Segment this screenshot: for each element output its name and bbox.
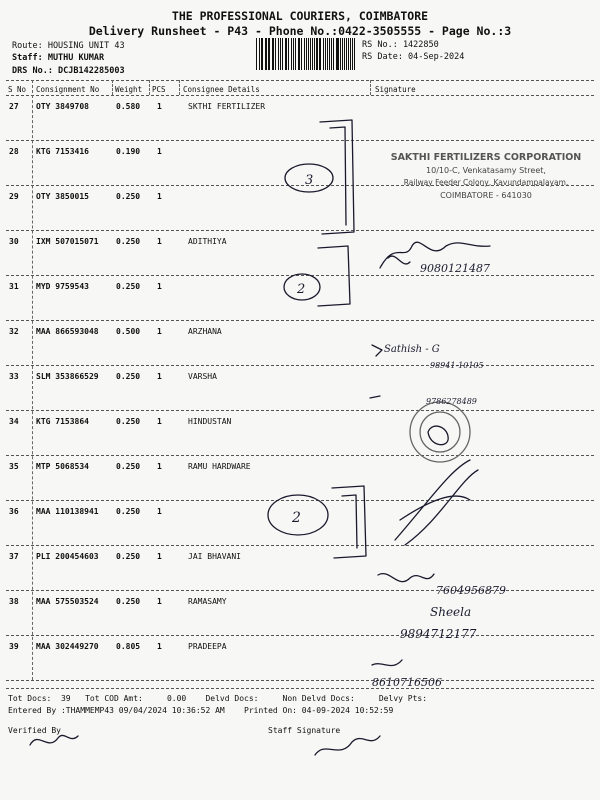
barcode-bar xyxy=(319,38,320,70)
barcode-bar xyxy=(280,38,282,70)
table-row xyxy=(0,231,600,276)
col-header-signature: Signature xyxy=(375,85,416,94)
barcode-bar xyxy=(285,38,286,70)
cell-consignee: SKTHI FERTILIZER xyxy=(188,102,266,111)
barcode-bar xyxy=(268,38,269,70)
barcode-bar xyxy=(352,38,353,70)
circle-count-36: 2 xyxy=(292,510,301,526)
table-row xyxy=(0,276,600,321)
barcode-bar xyxy=(327,38,328,70)
cell-sno: 33 xyxy=(9,372,19,381)
barcode-bar xyxy=(293,38,294,70)
barcode-bar xyxy=(275,38,276,70)
cell-weight: 0.250 xyxy=(116,282,141,291)
cell-consignment: MAA 110138941 xyxy=(36,507,99,516)
cell-pcs: 1 xyxy=(157,102,162,111)
cell-weight: 0.250 xyxy=(116,507,141,516)
cell-consignment: KTG 7153864 xyxy=(36,417,89,426)
barcode-bar xyxy=(273,38,274,70)
name-note-32: Sathish - G xyxy=(384,344,440,355)
barcode-bar xyxy=(348,38,349,70)
col-divider xyxy=(179,80,180,95)
cell-pcs: 1 xyxy=(157,597,162,606)
cell-sno: 38 xyxy=(9,597,19,606)
barcode-bar xyxy=(344,38,345,70)
barcode-bar xyxy=(340,38,341,70)
cell-pcs: 1 xyxy=(157,642,162,651)
staff-label: Staff: MUTHU KUMAR xyxy=(12,53,105,63)
cell-pcs: 1 xyxy=(157,507,162,516)
cell-sno: 30 xyxy=(9,237,19,246)
cell-consignee: HINDUSTAN xyxy=(188,417,232,426)
cell-sno: 28 xyxy=(9,147,19,156)
cell-consignee: RAMU HARDWARE xyxy=(188,462,251,471)
signature-scribble xyxy=(315,736,380,755)
table-row xyxy=(0,366,600,411)
barcode-bar xyxy=(298,38,299,70)
phone-note-39: 8610716506 xyxy=(372,676,442,689)
barcode-bar xyxy=(301,38,303,70)
cell-consignment: MAA 575503524 xyxy=(36,597,99,606)
barcode-bar xyxy=(346,38,347,70)
company-title: THE PROFESSIONAL COURIERS, COIMBATORE xyxy=(171,9,429,23)
col-header-sno: S No xyxy=(8,85,27,94)
barcode-bar xyxy=(329,38,330,70)
barcode-bar xyxy=(316,38,318,70)
cell-sno: 31 xyxy=(9,282,19,291)
barcode-bar xyxy=(336,38,337,70)
row-rule xyxy=(6,680,594,681)
cell-sno: 27 xyxy=(9,102,19,111)
table-row xyxy=(0,591,600,636)
cell-consignee: ADITHIYA xyxy=(188,237,227,246)
col-header-pcs: PCS xyxy=(152,85,166,94)
cell-pcs: 1 xyxy=(157,237,162,246)
cell-weight: 0.580 xyxy=(116,102,141,111)
table-row xyxy=(0,636,600,681)
cell-weight: 0.250 xyxy=(116,462,141,471)
cell-weight: 0.500 xyxy=(116,327,141,336)
cell-weight: 0.250 xyxy=(116,597,141,606)
barcode-bar xyxy=(265,38,267,70)
cell-consignee: RAMASAMY xyxy=(188,597,227,606)
col-divider xyxy=(112,80,113,95)
cell-consignment: OTY 3850015 xyxy=(36,192,89,201)
stamp-line2: 10/10-C, Venkatasamy Street, xyxy=(426,166,546,175)
rs-date: RS Date: 04-Sep-2024 xyxy=(362,52,465,62)
cell-sno: 39 xyxy=(9,642,19,651)
col-divider xyxy=(149,80,150,95)
barcode-bar xyxy=(269,38,270,70)
phone-note-33: 9786278489 xyxy=(426,397,477,406)
circle-count-31: 2 xyxy=(297,282,306,297)
barcode-bar xyxy=(278,38,279,70)
barcode-bar xyxy=(312,38,313,70)
drs-number: DRS No.: DCJB142285003 xyxy=(12,66,125,76)
cell-consignee: ARZHANA xyxy=(188,327,222,336)
cell-pcs: 1 xyxy=(157,327,162,336)
col-header-consignment: Consignment No xyxy=(36,85,100,94)
phone-note-37: 7604956879 xyxy=(436,584,506,597)
name-note-38: Sheela xyxy=(430,605,472,619)
barcode-bar xyxy=(304,38,305,70)
barcode-bar xyxy=(299,38,300,70)
barcode-bar xyxy=(262,38,263,70)
cell-consignee: PRADEEPA xyxy=(188,642,227,651)
barcode-bar xyxy=(331,38,332,70)
table-row xyxy=(0,501,600,546)
phone-note-38: 9894712177 xyxy=(400,627,477,641)
cell-pcs: 1 xyxy=(157,417,162,426)
cell-pcs: 1 xyxy=(157,147,162,156)
cell-pcs: 1 xyxy=(157,462,162,471)
phone-note-30: 9080121487 xyxy=(420,262,490,275)
stamp-line3: Railway Feeder Colony, Kavundampalayam, xyxy=(403,178,569,187)
cell-weight: 0.805 xyxy=(116,642,141,651)
barcode-bar xyxy=(256,38,257,70)
footer-totals: Tot Docs: 39 Tot COD Amt: 0.00 Delvd Docs: Non Delvd Docs: Delvy Pts: xyxy=(8,694,428,703)
cell-weight: 0.250 xyxy=(116,192,141,201)
barcode-bar xyxy=(342,38,343,70)
cell-sno: 32 xyxy=(9,327,19,336)
table-top-rule xyxy=(6,80,594,81)
barcode-bar xyxy=(291,38,292,70)
table-row xyxy=(0,96,600,141)
barcode-bar xyxy=(333,38,334,70)
barcode-bar xyxy=(306,38,307,70)
cell-weight: 0.250 xyxy=(116,417,141,426)
footer-entered: Entered By :THAMMEMP43 09/04/2024 10:36:52 AM Printed On: 04-09-2024 10:52:59 xyxy=(8,706,394,715)
circle-count-28: 3 xyxy=(305,173,314,188)
staff-signature-label: Staff Signature xyxy=(268,726,341,735)
cell-consignment: MAA 866593048 xyxy=(36,327,99,336)
barcode-bar xyxy=(308,38,309,70)
barcode-bar xyxy=(259,38,260,70)
cell-consignment: MYD 9759543 xyxy=(36,282,89,291)
cell-consignment: PLI 200454603 xyxy=(36,552,99,561)
route-label: Route: HOUSING UNIT 43 xyxy=(12,41,125,51)
cell-weight: 0.250 xyxy=(116,372,141,381)
col-header-weight: Weight xyxy=(115,85,143,94)
barcode-bar xyxy=(314,38,315,70)
stamp-line4: COIMBATORE - 641030 xyxy=(440,191,532,200)
barcode xyxy=(256,38,356,70)
table-row xyxy=(0,456,600,501)
cell-consignment: SLM 353866529 xyxy=(36,372,99,381)
cell-consignment: MAA 302449270 xyxy=(36,642,99,651)
cell-consignment: IXM 507015071 xyxy=(36,237,99,246)
stamp-line1: SAKTHI FERTILIZERS CORPORATION xyxy=(390,152,582,163)
barcode-bar xyxy=(337,38,339,70)
cell-weight: 0.190 xyxy=(116,147,141,156)
barcode-bar xyxy=(310,38,311,70)
cell-sno: 34 xyxy=(9,417,19,426)
cell-sno: 35 xyxy=(9,462,19,471)
barcode-bar xyxy=(325,38,326,70)
barcode-bar xyxy=(288,38,289,70)
table-row xyxy=(0,411,600,456)
barcode-bar xyxy=(350,38,351,70)
signature-scribble xyxy=(30,735,78,745)
barcode-bar xyxy=(323,38,324,70)
barcode-bar xyxy=(282,38,283,70)
table-row xyxy=(0,546,600,591)
barcode-bar xyxy=(320,38,321,70)
cell-sno: 36 xyxy=(9,507,19,516)
col-divider xyxy=(370,80,371,95)
verified-by-label: Verified By xyxy=(8,726,61,735)
barcode-bar xyxy=(272,38,273,70)
cell-pcs: 1 xyxy=(157,372,162,381)
cell-consignee: JAI BHAVANI xyxy=(188,552,241,561)
cell-sno: 29 xyxy=(9,192,19,201)
barcode-bar xyxy=(354,38,355,70)
cell-consignee: VARSHA xyxy=(188,372,217,381)
barcode-bar xyxy=(295,38,296,70)
cell-consignment: OTY 3849708 xyxy=(36,102,89,111)
phone-note-32: 98941-10105 xyxy=(430,361,484,370)
cell-sno: 37 xyxy=(9,552,19,561)
barcode-bar xyxy=(261,38,262,70)
barcode-bar xyxy=(286,38,287,70)
col-header-consignee: Consignee Details xyxy=(183,85,260,94)
cell-pcs: 1 xyxy=(157,282,162,291)
cell-pcs: 1 xyxy=(157,192,162,201)
cell-consignment: MTP 5068534 xyxy=(36,462,89,471)
table-row xyxy=(0,321,600,366)
rs-number: RS No.: 1422850 xyxy=(362,40,439,50)
footer-rule xyxy=(6,688,594,689)
runsheet-subtitle: Delivery Runsheet - P43 - Phone No.:0422-3505555 - Page No.:3 xyxy=(88,24,512,38)
cell-weight: 0.250 xyxy=(116,552,141,561)
cell-weight: 0.250 xyxy=(116,237,141,246)
cell-consignment: KTG 7153416 xyxy=(36,147,89,156)
cell-pcs: 1 xyxy=(157,552,162,561)
